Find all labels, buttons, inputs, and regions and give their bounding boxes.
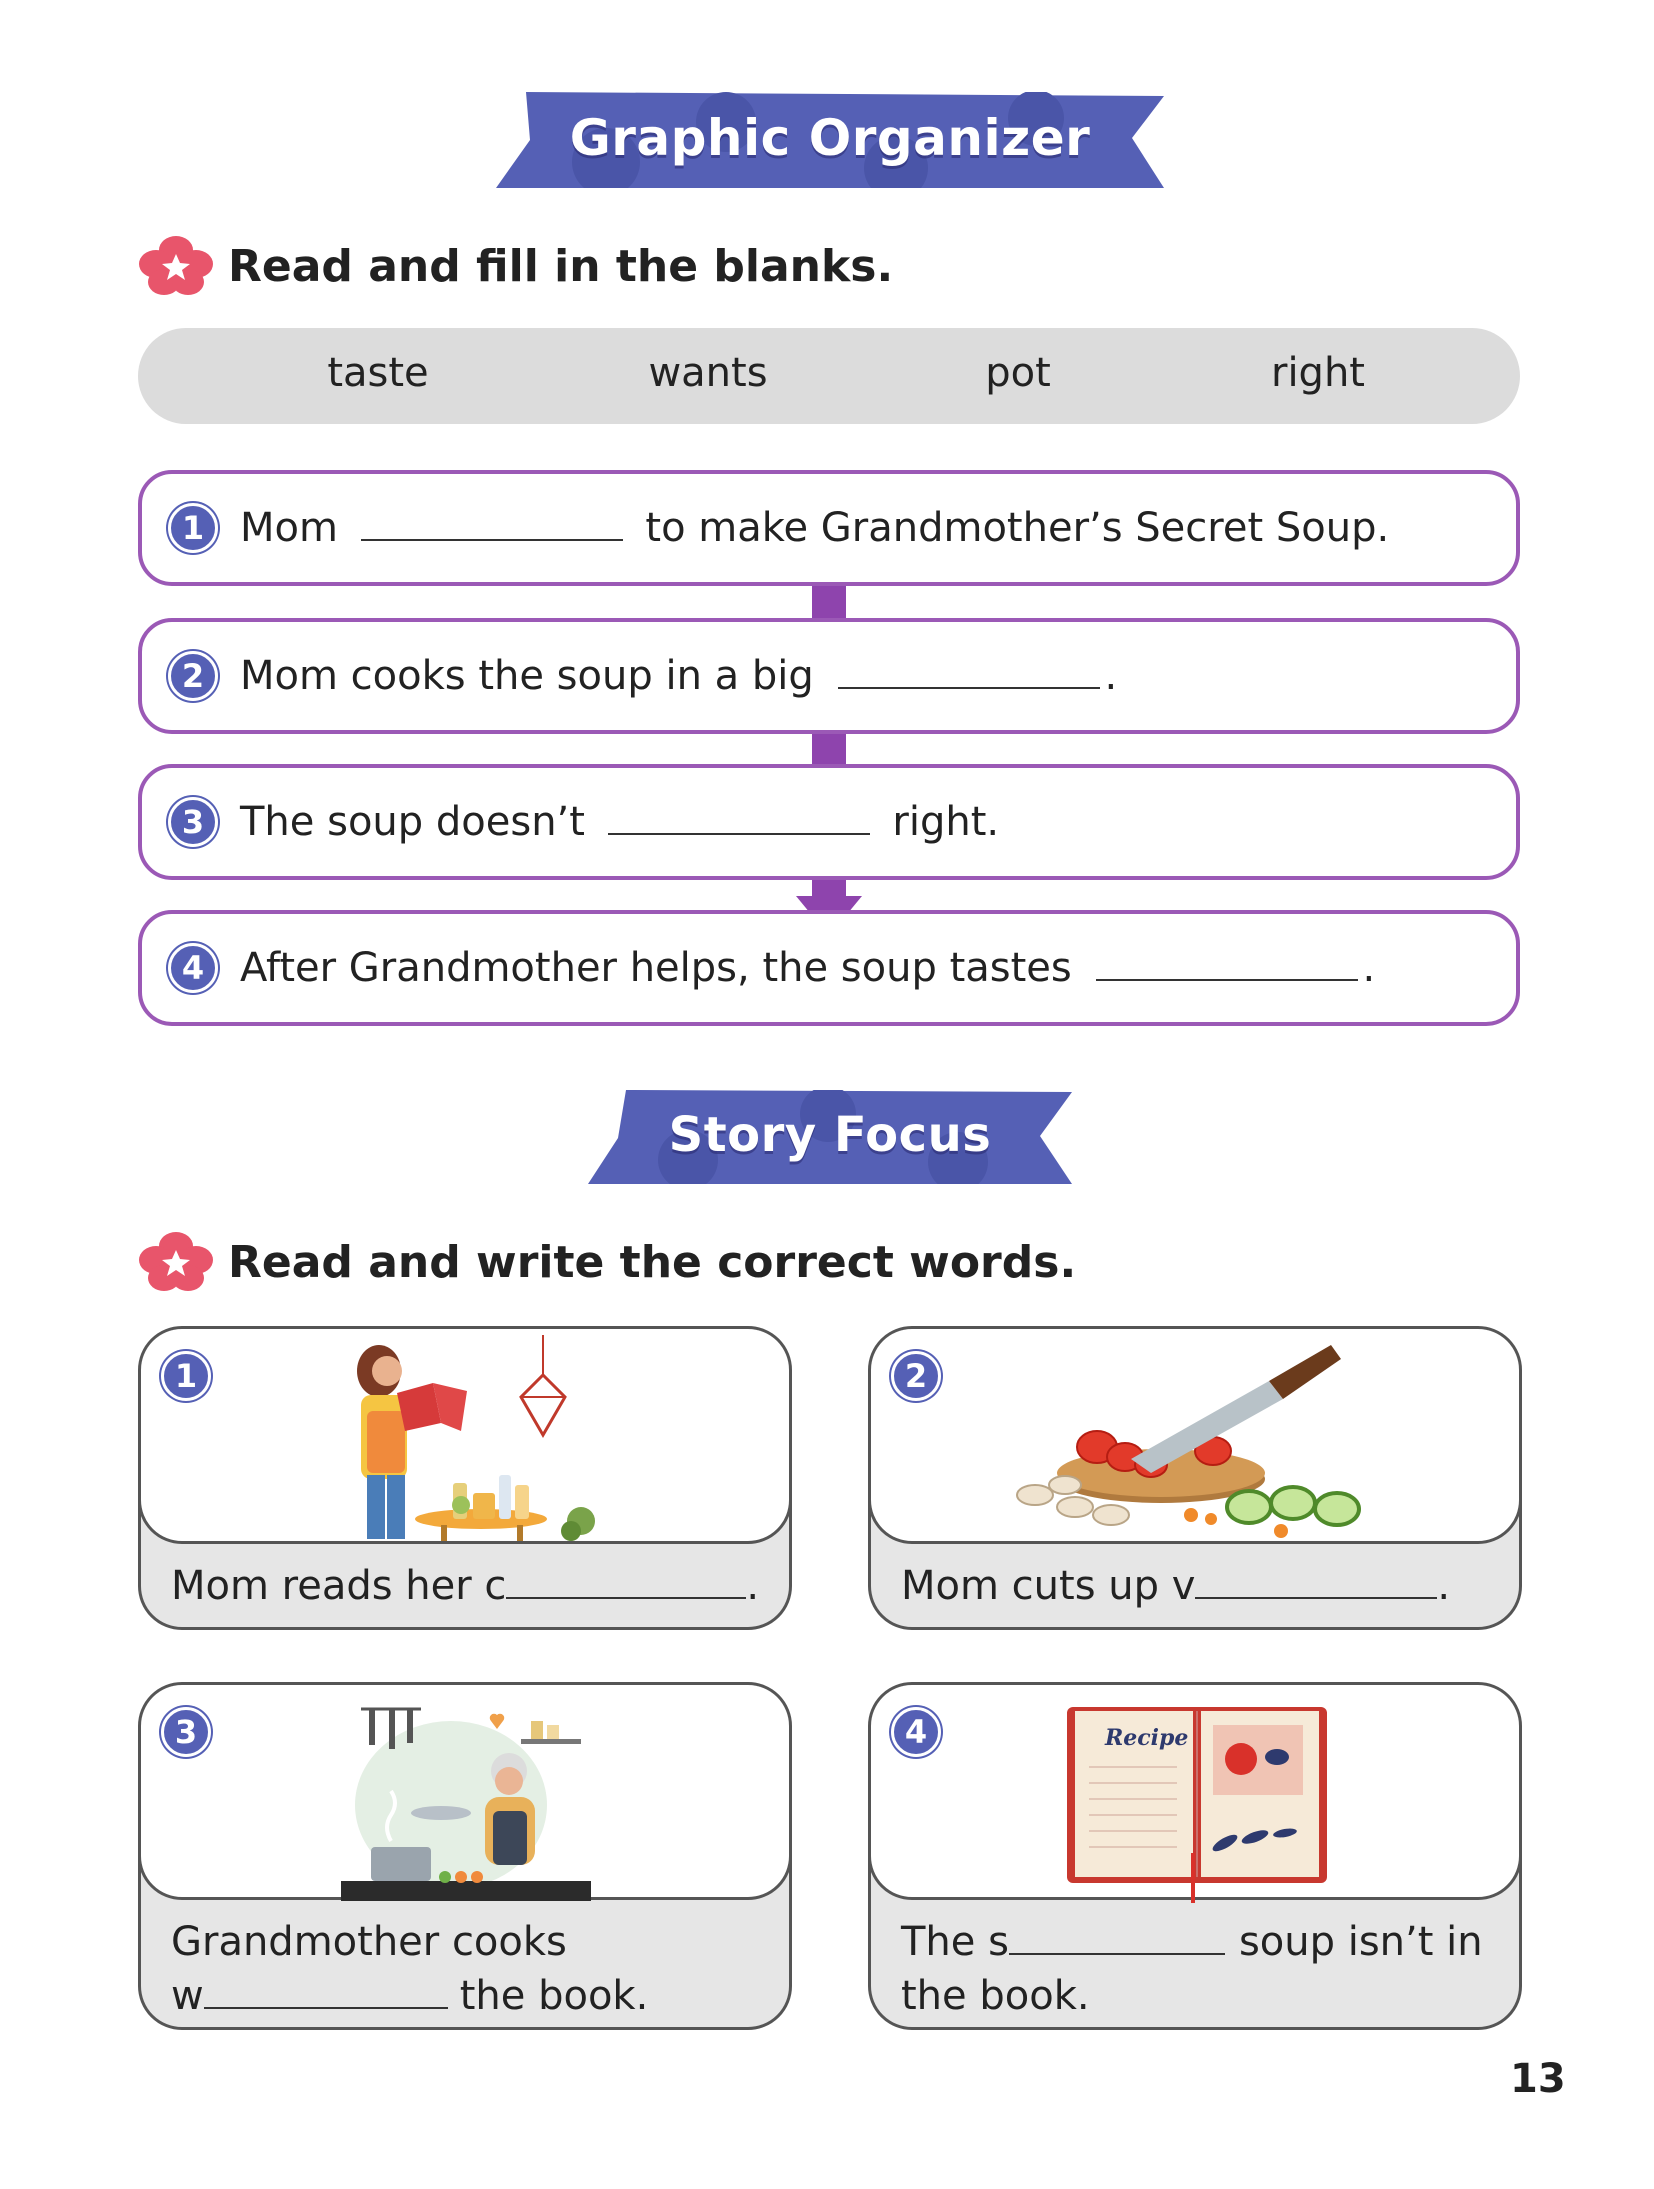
card-sentence [171, 1559, 759, 1613]
sentence-line-1 [901, 1915, 1483, 1969]
instruction-text: Read and fill in the blanks. [228, 240, 894, 292]
sentence-start: Mom cooks the soup in a big [240, 653, 814, 699]
answer-blank[interactable] [1195, 1565, 1437, 1599]
sentence-line-2: the book. [901, 1973, 1090, 2019]
sentence-end: . [746, 1563, 760, 1609]
sentence-start: Mom [240, 505, 338, 551]
instruction-write-words [138, 1232, 1076, 1292]
sentence-end: to make Grandmother’s Secret Soup. [645, 505, 1390, 551]
flower-icon [138, 1232, 214, 1292]
sentence-end: . [1437, 1563, 1451, 1609]
word-bank-item: taste [327, 350, 429, 396]
flow-step-3 [138, 764, 1520, 880]
picture-area [868, 1682, 1522, 1900]
number-badge: 3 [168, 797, 218, 847]
banner-title: Story Focus [668, 1107, 992, 1163]
sentence-start: After Grandmother helps, the soup tastes [240, 945, 1072, 991]
number-badge: 4 [168, 943, 218, 993]
number-badge: 1 [168, 503, 218, 553]
picture-area [138, 1326, 792, 1544]
sentence-start: w [171, 1973, 204, 2019]
sentence [240, 505, 1389, 551]
story-card-3 [138, 1682, 792, 2030]
answer-blank[interactable] [608, 801, 870, 835]
sentence-line-2 [171, 1969, 648, 2023]
recipe-book-label: Recipe [1105, 1725, 1189, 1751]
number-badge: 1 [161, 1351, 211, 1401]
answer-blank[interactable] [838, 655, 1100, 689]
answer-blank[interactable] [1096, 947, 1358, 981]
sentence [240, 799, 999, 845]
story-card-1 [138, 1326, 792, 1630]
word-bank-item: pot [985, 350, 1051, 396]
sentence [240, 653, 1117, 699]
word-bank-item: wants [648, 350, 768, 396]
number-badge: 3 [161, 1707, 211, 1757]
sentence-end: . [1104, 653, 1118, 699]
picture-area [138, 1682, 792, 1900]
story-card-4 [868, 1682, 1522, 2030]
graphic-organizer-banner [496, 92, 1164, 188]
sentence-end: right. [892, 799, 1000, 845]
flow-connector [812, 734, 846, 764]
mom-reading-cookbook-illustration [331, 1335, 601, 1541]
flow-step-1 [138, 470, 1520, 586]
card-sentence [171, 1915, 648, 2023]
sentence-start: Mom reads her c [171, 1563, 507, 1609]
story-focus-banner [588, 1090, 1072, 1184]
instruction-text: Read and write the correct words. [228, 1236, 1077, 1288]
number-badge: 2 [891, 1351, 941, 1401]
answer-blank[interactable] [361, 507, 623, 541]
number-badge: 2 [168, 651, 218, 701]
sentence-end: soup isn’t in [1238, 1919, 1483, 1965]
card-sentence [901, 1915, 1483, 2023]
card-sentence [901, 1559, 1450, 1613]
answer-blank[interactable] [506, 1565, 746, 1599]
answer-blank[interactable] [204, 1975, 448, 2009]
flower-icon [138, 236, 214, 296]
sentence-end: . [1362, 945, 1376, 991]
instruction-fill-blanks [138, 236, 893, 296]
word-bank [138, 328, 1520, 424]
page-number: 13 [1510, 2056, 1566, 2102]
number-badge: 4 [891, 1707, 941, 1757]
recipe-book-illustration [1065, 1703, 1329, 1903]
flow-step-4 [138, 910, 1520, 1026]
flow-connector [812, 586, 846, 618]
sentence-end: the book. [459, 1973, 649, 2019]
word-bank-item: right [1271, 350, 1365, 396]
cutting-vegetables-illustration [1001, 1339, 1381, 1539]
answer-blank[interactable] [1009, 1921, 1225, 1955]
grandmother-cooking-illustration [341, 1701, 591, 1901]
sentence-start: Mom cuts up v [901, 1563, 1196, 1609]
sentence-start: The soup doesn’t [240, 799, 585, 845]
story-card-2 [868, 1326, 1522, 1630]
picture-area [868, 1326, 1522, 1544]
sentence [240, 945, 1375, 991]
flow-step-2 [138, 618, 1520, 734]
sentence-start: The s [901, 1919, 1009, 1965]
sentence-line-1: Grandmother cooks [171, 1919, 567, 1965]
banner-title: Graphic Organizer [569, 109, 1091, 167]
